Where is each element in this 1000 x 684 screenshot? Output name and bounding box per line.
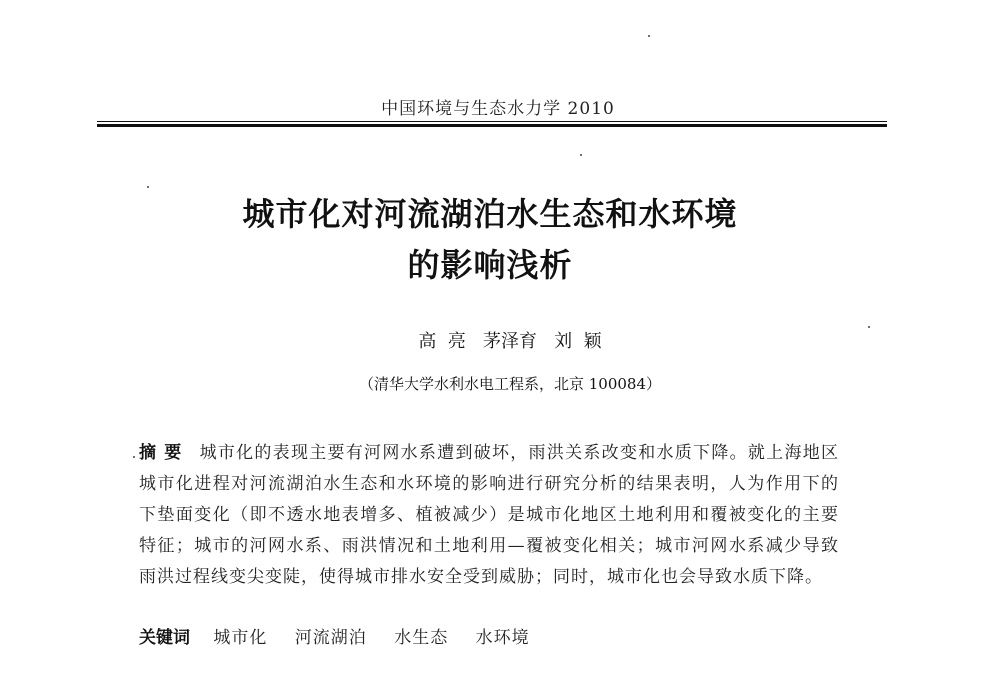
- header-rule-thin: [97, 121, 887, 122]
- header-rule-thick: [97, 124, 887, 127]
- scan-speck: [868, 326, 870, 328]
- journal-header: 中国环境与生态水力学 2010: [381, 99, 615, 119]
- abstract-label: 摘要: [139, 443, 190, 463]
- keyword-item: 水环境: [475, 628, 530, 648]
- scan-speck: [648, 35, 650, 37]
- title-line-1: 城市化对河流湖泊水生态和水环境: [242, 195, 738, 233]
- scan-speck: [580, 154, 582, 156]
- keywords-block: [139, 623, 839, 648]
- affiliation: （清华大学水利水电工程系，北京 100084）: [358, 375, 662, 393]
- keywords-label: 关键词: [139, 628, 190, 648]
- keyword-item: 河流湖泊: [294, 628, 367, 648]
- keyword-item: 城市化: [213, 628, 268, 648]
- author-list: 高 亮 茅泽育 刘 颖: [418, 331, 602, 352]
- abstract-block: [139, 438, 839, 593]
- scan-speck: [147, 186, 149, 188]
- keyword-item: 水生态: [394, 628, 449, 648]
- scan-speck: [133, 456, 135, 458]
- title-line-2: 的影响浅析: [407, 246, 573, 284]
- abstract-text: 城市化的表现主要有河网水系遭到破坏，雨洪关系改变和水质下降。就上海地区城市化进程对河流湖泊水生态和水环境的影响进行研究分析的结果表明，人为作用下的下垫面变化（即不透水地表增多、植被减少）是城市化地区土地利用和覆被变化的主要特征；城市的河网水系、雨洪情况和土地利用—覆被变化相关；城市河网水系减少导致雨洪过程线变尖变陡，使得城市排水安全受到威胁；同时，城市化也会导致水质下降。: [139, 443, 840, 587]
